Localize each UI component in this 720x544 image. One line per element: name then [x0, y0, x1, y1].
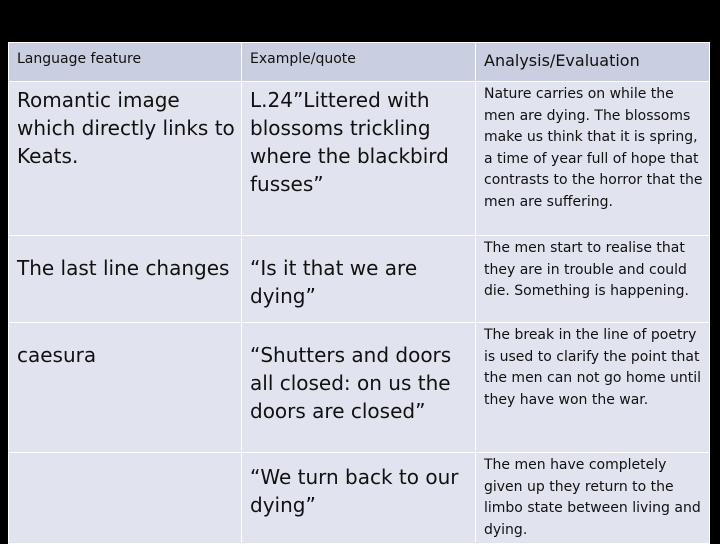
feature-text: The last line changes [17, 256, 230, 280]
header-label: Example/quote [250, 51, 356, 67]
analysis-cell [476, 323, 710, 453]
quote-cell [242, 453, 476, 544]
quote-text: “Shutters and doors all closed: on us the doors are closed” [250, 343, 452, 423]
quote-text: L.24”Littered with blossoms trickling where the blackbird fusses” [250, 88, 449, 196]
feature-text: Romantic image which directly links to Keats. [17, 88, 235, 168]
feature-cell [9, 82, 242, 236]
feature-text [9, 453, 241, 457]
header-label: Language feature [17, 51, 142, 67]
quote-text: “We turn back to our dying” [250, 465, 459, 517]
analysis-cell [476, 82, 710, 236]
table-row [9, 453, 710, 544]
table-row [9, 236, 710, 323]
analysis-text: The men have completely given up they return to the limbo state between living and dying. [484, 457, 701, 538]
quote-cell [242, 323, 476, 453]
feature-text: caesura [17, 343, 97, 367]
quote-cell [242, 236, 476, 323]
header-language-feature [9, 43, 242, 82]
quote-text: “Is it that we are dying” [250, 256, 418, 308]
analysis-cell [476, 236, 710, 323]
feature-cell [9, 236, 242, 323]
header-analysis-evaluation [476, 43, 710, 82]
analysis-text: The men start to realise that they are in trouble and could die. Something is happening. [484, 240, 689, 299]
header-example-quote [242, 43, 476, 82]
quote-cell [242, 82, 476, 236]
feature-cell [9, 323, 242, 453]
table-header-row [9, 43, 710, 82]
analysis-text: The break in the line of poetry is used to clarify the point that the men can not go home until they have won the war. [484, 327, 702, 408]
analysis-cell [476, 453, 710, 544]
analysis-text: Nature carries on while the men are dying. The blossoms make us think that it is spring, a time of year full of hope that contrasts to the horror that the men are suffering. [484, 86, 703, 210]
analysis-table [8, 42, 710, 544]
table-row [9, 82, 710, 236]
feature-cell [9, 453, 242, 544]
header-label: Analysis/Evaluation [484, 51, 640, 70]
table-row [9, 323, 710, 453]
